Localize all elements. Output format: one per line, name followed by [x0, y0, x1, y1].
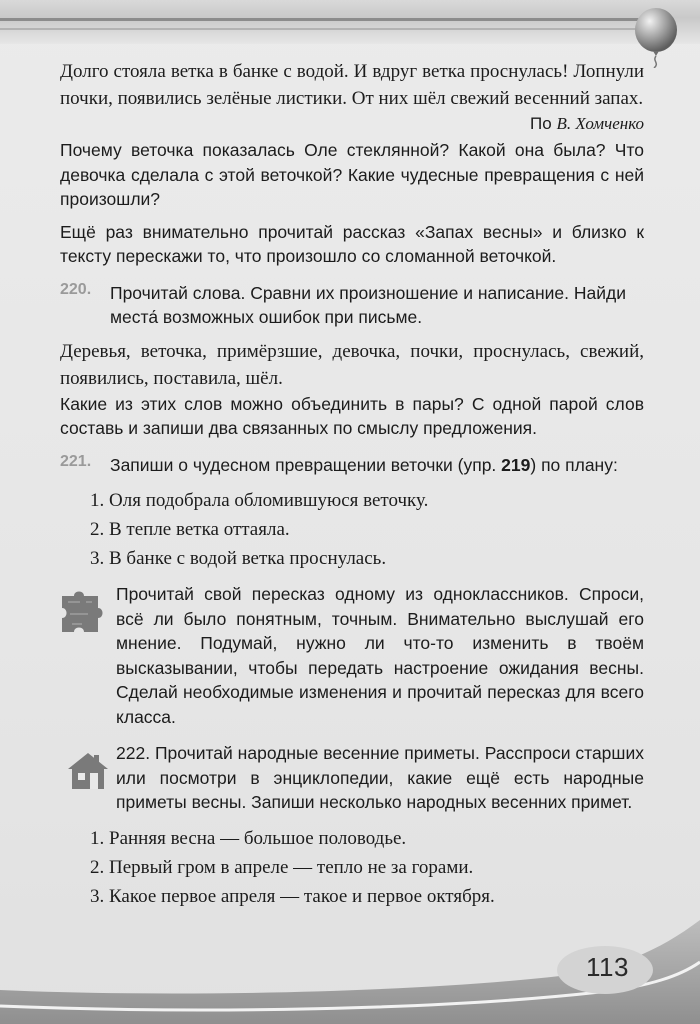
- exercise-221-task-before: Запиши о чудесном превращении веточки (упр.: [110, 454, 497, 475]
- exercise-221-task: [110, 453, 644, 478]
- plan-item: 2. В тепле ветка оттаяла.: [90, 519, 290, 540]
- story-text: Долго стояла ветка в банке с водой. И вдруг ветка проснулась! Лопнули почки, появились зелёные листики. От них шёл свежий весенний запах.: [60, 61, 644, 109]
- exercise-221-ref: 219: [501, 454, 531, 475]
- exercise-221-plan: [60, 487, 644, 572]
- exercise-221-number: 221.: [60, 452, 92, 470]
- top-decoration: [0, 0, 700, 44]
- exercise-222-number: 222.: [116, 743, 151, 763]
- exercise-220-number: 220.: [60, 280, 92, 298]
- pair-work-block: [60, 582, 644, 729]
- plan-item: 3. В банке с водой ветка проснулась.: [90, 548, 387, 569]
- exercise-222: [60, 741, 644, 815]
- question-2: Ещё раз внимательно прочитай рассказ «Запах весны» и близко к тексту перескажи то, что произошло со сломанной веточкой.: [60, 221, 644, 266]
- story-author: [60, 114, 644, 134]
- question-1: Почему веточка показалась Оле стеклянной? Какой она была? Что девочка сделала с этой веточкой? Какие чудесные превращения с ней произошли?: [60, 140, 644, 209]
- sign-item: 1. Ранняя весна — большое половодье.: [90, 827, 407, 849]
- exercise-220-words: Деревья, веточка, примёрзшие, девочка, почки, проснулась, свежий, появились, поставила, шёл.: [60, 340, 644, 389]
- exercise-221: [60, 453, 644, 478]
- puzzle-icon: [58, 586, 110, 638]
- sign-item: 3. Какое первое апреля — такое и первое октября.: [90, 885, 495, 907]
- exercise-222-task: [116, 741, 644, 815]
- sign-item: 2. Первый гром в апреле — тепло не за горами.: [90, 856, 474, 878]
- page-number: 113: [586, 952, 629, 982]
- exercise-220: [60, 281, 644, 330]
- exercise-222-task-text: Прочитай народные весенние приметы. Расспроси старших или посмотри в энциклопедии, какие ещё есть народные приметы весны. Запиши несколько народных весенних примет.: [116, 743, 644, 812]
- plan-item: 1. Оля подобрала обломившуюся веточку.: [90, 490, 429, 511]
- exercise-220-followup: Какие из этих слов можно объединить в пары? С одной парой слов составь и запиши два связанных по смыслу предложения.: [60, 393, 644, 438]
- exercise-221-task-after: ) по плану:: [530, 454, 618, 475]
- house-icon: [66, 749, 110, 793]
- exercise-220-task: Прочитай слова. Сравни их произношение и написание. Найди места́ возможных ошибок при письме.: [110, 282, 627, 327]
- pair-work-text: Прочитай свой пересказ одному из одноклассников. Спроси, всё ли было понятным, точным. Внимательно выслушай его мнение. Подумай, нужно ли что-то изменить в твоём высказывании, чтобы передать настроение ожидания весны. Сделай необходимые изменения и прочитай пересказ для всего класса.: [116, 584, 644, 727]
- page-content: [60, 58, 644, 912]
- author-name: В. Хомченко: [556, 114, 644, 133]
- author-prefix: По: [530, 114, 552, 133]
